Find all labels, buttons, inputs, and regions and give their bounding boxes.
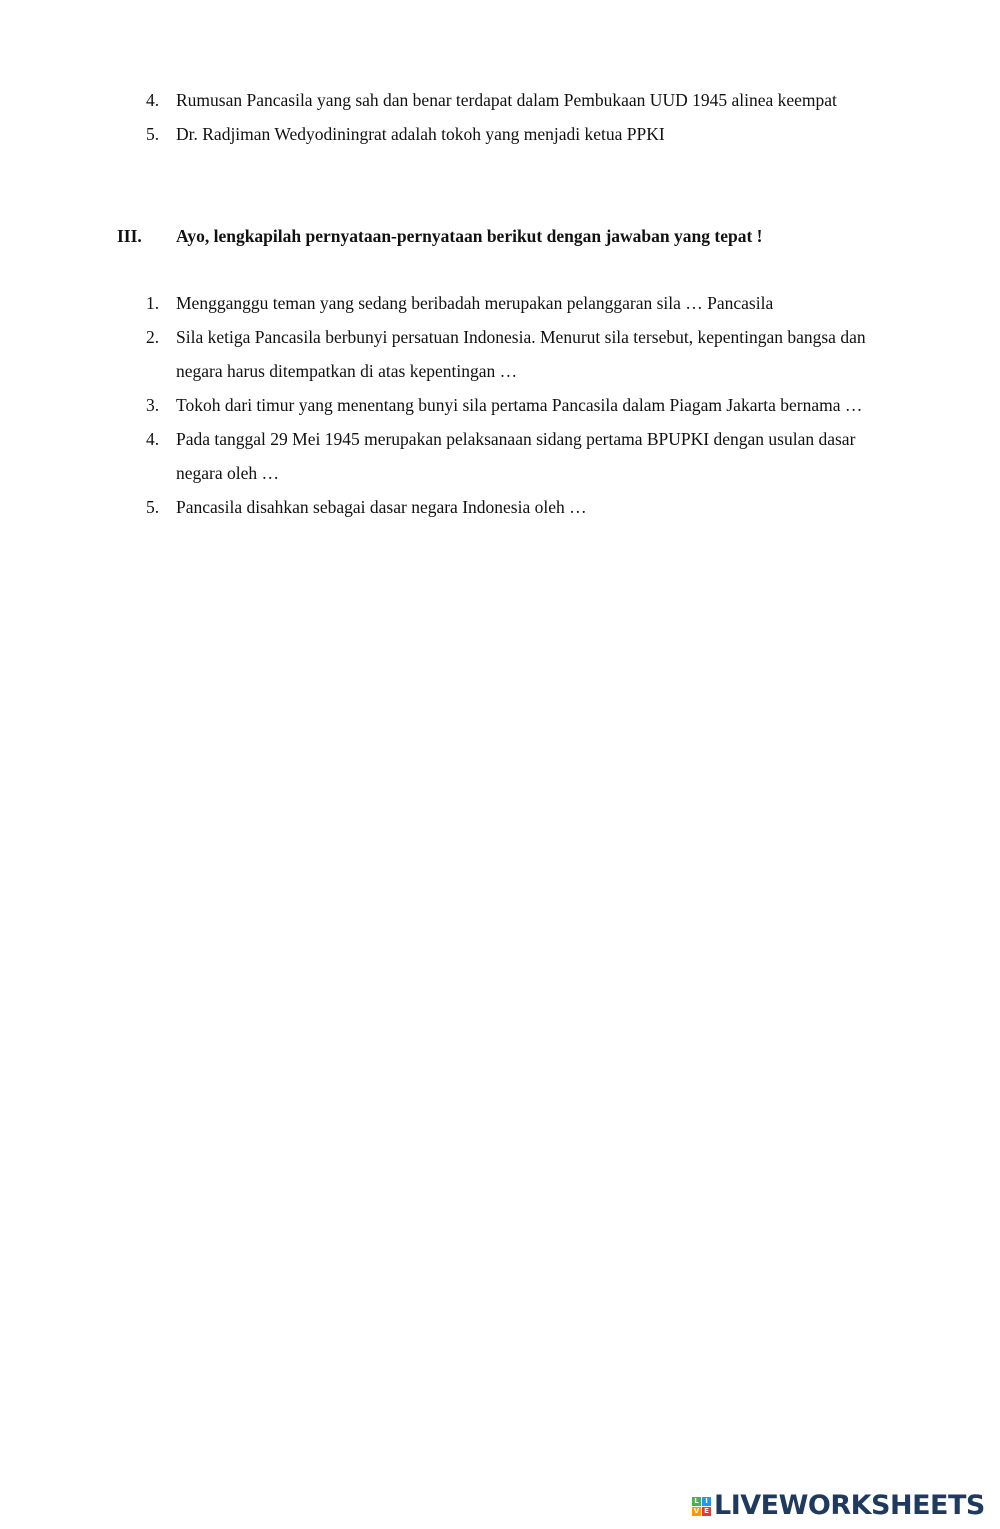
item-text: Mengganggu teman yang sedang beribadah merupakan pelanggaran sila … Pancasila	[176, 293, 774, 313]
item-text: Sila ketiga Pancasila berbunyi persatuan Indonesia. Menurut sila tersebut, kepentingan bangsa dan negara harus ditempatkan di atas kepentingan …	[176, 327, 866, 381]
logo-icon-cell: I	[702, 1497, 711, 1506]
liveworksheets-logo	[692, 1489, 985, 1523]
logo-icon-cell: E	[702, 1507, 711, 1516]
item-number: 5.	[146, 124, 160, 144]
list-item	[0, 490, 1000, 524]
item-text: Dr. Radjiman Wedyodiningrat adalah tokoh yang menjadi ketua PPKI	[176, 124, 665, 144]
logo-text: LIVEWORKSHEETS	[714, 1490, 985, 1521]
item-number: 4.	[146, 429, 160, 449]
item-text: Pancasila disahkan sebagai dasar negara Indonesia oleh …	[176, 497, 587, 517]
logo-icon-cell: V	[693, 1506, 700, 1515]
item-number: 2.	[146, 327, 160, 347]
list-item	[0, 422, 1000, 490]
list-item	[0, 388, 1000, 422]
list-item	[0, 117, 1000, 151]
item-text: Pada tanggal 29 Mei 1945 merupakan pelaksanaan sidang pertama BPUPKI dengan usulan dasar negara oleh …	[176, 429, 856, 483]
section-heading	[0, 219, 1000, 253]
item-number: 4.	[146, 90, 160, 110]
list-item	[0, 320, 1000, 388]
section-iii-list	[0, 286, 1000, 524]
item-number: 1.	[146, 293, 160, 313]
logo-icon-cell: L	[692, 1497, 701, 1506]
item-number: 3.	[146, 395, 160, 415]
item-text: Rumusan Pancasila yang sah dan benar terdapat dalam Pembukaan UUD 1945 alinea keempat	[176, 90, 837, 110]
item-number: 5.	[146, 497, 160, 517]
section-number: III.	[117, 226, 142, 246]
list-item	[0, 286, 1000, 320]
item-text: Tokoh dari timur yang menentang bunyi sila pertama Pancasila dalam Piagam Jakarta bernama …	[176, 395, 863, 415]
list-item	[0, 83, 1000, 117]
liveworksheets-logo-icon	[692, 1497, 711, 1516]
section-title: Ayo, lengkapilah pernyataan-pernyataan berikut dengan jawaban yang tepat !	[176, 226, 763, 246]
previous-section-list	[0, 83, 1000, 151]
